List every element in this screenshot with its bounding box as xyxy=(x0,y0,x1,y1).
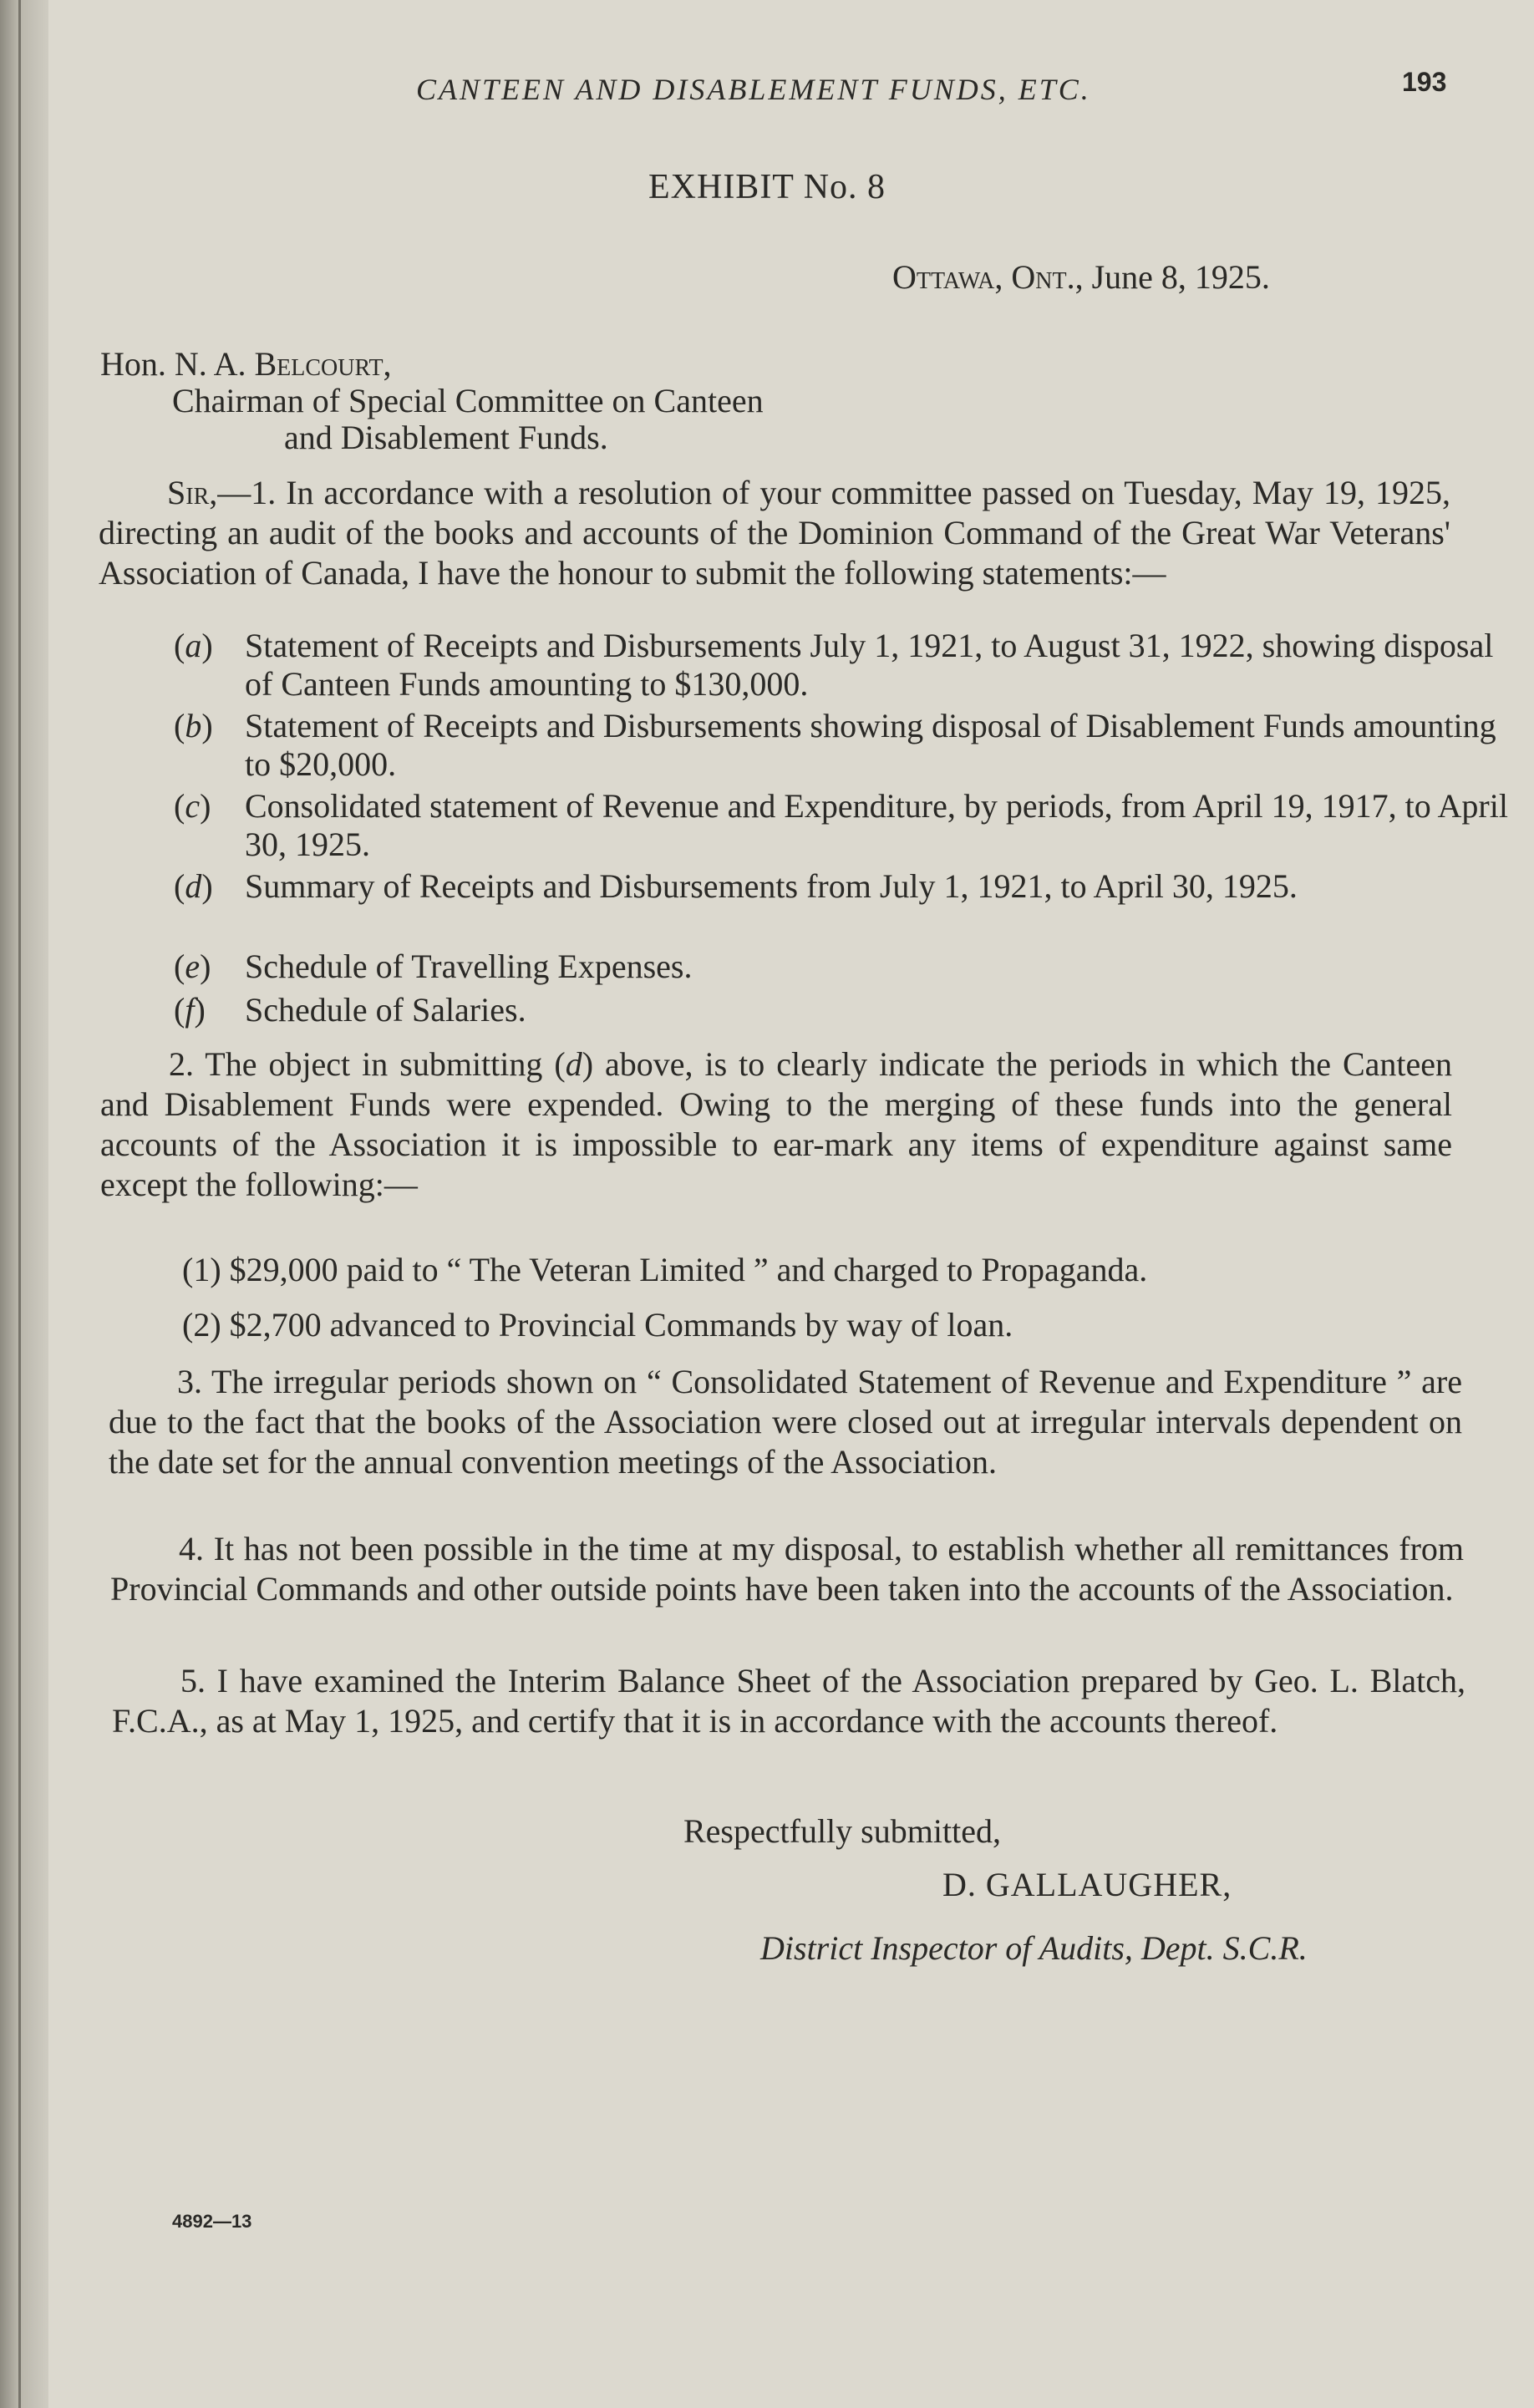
statement-item-a: (a) Statement of Receipts and Disbursements July 1, 1921, to August 31, 1922, showing disposal of Canteen Funds amounting to $130,000. xyxy=(174,627,1494,703)
statement-item-b: (b) Statement of Receipts and Disbursements showing disposal of Disablement Funds amounting to $20,000. xyxy=(174,707,1496,783)
statement-text: Statement of Receipts and Disbursements showing disposal of Disablement Funds amounting to $20,000. xyxy=(245,707,1496,783)
statement-item-f: (f) Schedule of Salaries. xyxy=(174,991,526,1029)
statement-item-e: (e) Schedule of Travelling Expenses. xyxy=(174,947,693,985)
addressee-prefix: Hon. N. A. xyxy=(100,345,246,383)
statement-label: e xyxy=(185,947,201,985)
statement-item-d: (d) Summary of Receipts and Disbursements from July 1, 1921, to April 30, 1925. xyxy=(174,867,1298,905)
statement-text: Summary of Receipts and Disbursements from July 1, 1921, to April 30, 1925. xyxy=(245,867,1298,905)
dateline xyxy=(892,257,1270,297)
book-spine-edge xyxy=(18,0,21,2408)
statement-item-c: (c) Consolidated statement of Revenue and Expenditure, by periods, from April 19, 1917, to April 30, 1925. xyxy=(174,787,1508,863)
page-number: 193 xyxy=(1402,67,1447,97)
dateline-place: Ottawa, Ont., xyxy=(892,258,1084,296)
dateline-date: June 8, 1925. xyxy=(1091,258,1270,296)
exception-item-1: (1) $29,000 paid to “ The Veteran Limited ” and charged to Propaganda. xyxy=(182,1251,1148,1288)
statement-text: Schedule of Salaries. xyxy=(245,991,526,1029)
statement-label: b xyxy=(185,707,202,744)
book-spine-shadow xyxy=(0,0,48,2408)
paragraph-3: 3. The irregular periods shown on “ Consolidated Statement of Revenue and Expenditure ” are due to the fact that the books of the Association were closed out at irregular intervals dependent on the date set for the annual convention meetings of the Association. xyxy=(109,1363,1462,1481)
exhibit-title: EXHIBIT No. 8 xyxy=(648,168,886,206)
exception-item-2: (2) $2,700 advanced to Provincial Commands by way of loan. xyxy=(182,1306,1013,1344)
valediction: Respectfully submitted, xyxy=(683,1812,1001,1850)
addressee-title-line-2: and Disablement Funds. xyxy=(284,419,608,456)
statement-label: d xyxy=(185,867,202,905)
running-head: CANTEEN AND DISABLEMENT FUNDS, ETC. xyxy=(416,73,1091,106)
paragraph-5: 5. I have examined the Interim Balance Sheet of the Association prepared by Geo. L. Blatch, F.C.A., as at May 1, 1925, and certify that it is in accordance with the accounts thereof. xyxy=(112,1662,1465,1740)
statement-label: c xyxy=(185,787,201,825)
paragraph-2: 2. The object in submitting (d) above, is to clearly indicate the periods in which the Canteen and Disablement Funds were expended. Owing to the merging of these funds into the general accounts of the Association it is impossible to ear-mark any items of expenditure against same except the following:— xyxy=(100,1045,1452,1203)
statement-label: a xyxy=(185,627,202,664)
signatory-title: District Inspector of Audits, Dept. S.C.R. xyxy=(760,1929,1308,1967)
addressee-name-line xyxy=(100,344,392,384)
addressee-title-line-1: Chairman of Special Committee on Canteen xyxy=(172,382,764,419)
salutation: Sir, xyxy=(167,474,218,511)
paragraph-1-text: —1. In accordance with a resolution of your committee passed on Tuesday, May 19, 1925, directing an audit of the books and accounts of the Dominion Command of the Great War Veterans' Association of Canada, I have the honour to submit the following statements:— xyxy=(99,474,1450,592)
printer-code: 4892—13 xyxy=(172,2211,252,2232)
paragraph-4: 4. It has not been possible in the time at my disposal, to establish whether all remittances from Provincial Commands and other outside points have been taken into the accounts of the Association. xyxy=(110,1530,1464,1608)
statement-label: f xyxy=(185,991,195,1029)
statement-text: Statement of Receipts and Disbursements July 1, 1921, to August 31, 1922, showing disposal of Canteen Funds amounting to $130,000. xyxy=(245,627,1494,703)
statement-text: Consolidated statement of Revenue and Expenditure, by periods, from April 19, 1917, to April 30, 1925. xyxy=(245,787,1508,863)
statement-text: Schedule of Travelling Expenses. xyxy=(245,947,693,985)
paragraph-1 xyxy=(99,473,1450,593)
document-page xyxy=(48,0,1534,2408)
signatory-name: D. GALLAUGHER, xyxy=(942,1866,1232,1903)
addressee-name: Belcourt, xyxy=(254,345,392,383)
reference-d: d xyxy=(565,1045,582,1083)
